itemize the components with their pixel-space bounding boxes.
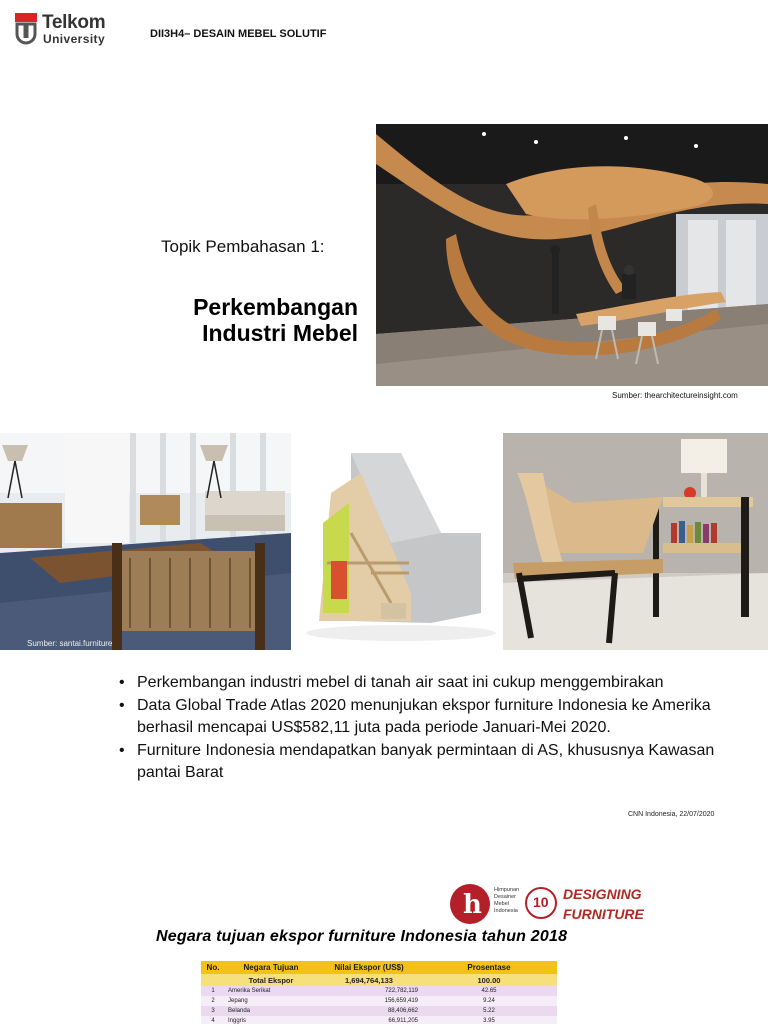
topic-label: Topik Pembahasan 1: — [161, 237, 325, 256]
bullet-list — [117, 672, 717, 785]
anniversary-badge — [525, 885, 557, 921]
row-pct: 3.95 — [421, 1016, 557, 1024]
header-no: No. — [201, 961, 225, 974]
hdmi-logo — [450, 884, 490, 924]
row-no: 1 — [201, 986, 225, 996]
row-no: 2 — [201, 996, 225, 1006]
total-label: Total Ekspor — [225, 974, 317, 986]
topic-title-line-2: Industri Mebel — [202, 320, 358, 346]
telkom-university-logo — [14, 12, 124, 48]
topic-title-line-1: Perkembangan — [193, 294, 358, 320]
topic-title — [158, 294, 358, 346]
row-no: 3 — [201, 1006, 225, 1016]
hdmi-logo-letter: h — [463, 890, 482, 920]
logo-subtitle: University — [43, 32, 106, 46]
designing-furniture-brand — [563, 884, 644, 924]
table-row — [201, 1016, 557, 1024]
table-title: Negara tujuan ekspor furniture Indonesia tahun 2018 — [156, 928, 568, 945]
row-no: 4 — [201, 1016, 225, 1024]
row-pct: 42.65 — [421, 986, 557, 996]
row-country: Inggris — [225, 1016, 317, 1024]
row-value: 722,782,119 — [317, 986, 421, 996]
total-value: 1,694,764,133 — [317, 974, 421, 986]
badge-number: 10 — [533, 894, 549, 910]
export-table — [201, 961, 557, 1024]
bullet-item: • Perkembangan industri mebel di tanah air saat ini cukup menggembirakan — [117, 672, 717, 695]
row-value: 66,911,205 — [317, 1016, 421, 1024]
table-row — [201, 1006, 557, 1016]
row-country: Amerika Serikat — [225, 986, 317, 996]
header-percentage: Prosentase — [421, 961, 557, 974]
bullet-item: • Furniture Indonesia mendapatkan banyak permintaan di AS, khususnya Kawasan pantai Barat — [117, 740, 717, 785]
bullet-item: • Data Global Trade Atlas 2020 menunjukan ekspor furniture Indonesia ke Amerika berhasil mencapai US$582,11 juta pada periode Januari-Mei 2020. — [117, 695, 717, 740]
bookshelf-chair-photo — [291, 433, 503, 650]
row-country: Belanda — [225, 1006, 317, 1016]
logo-name: Telkom — [42, 12, 106, 33]
header-value: Nilai Ekspor (US$) — [317, 961, 421, 974]
living-room-photo — [0, 433, 291, 650]
course-title: DII3H4– DESAIN MEBEL SOLUTIF — [150, 28, 327, 40]
row-value: 88,406,662 — [317, 1006, 421, 1016]
table-row — [201, 986, 557, 996]
source-citation: CNN Indonesia, 22/07/2020 — [628, 811, 715, 818]
telkom-logo-icon — [14, 12, 38, 46]
table-header-row — [201, 961, 557, 974]
row-pct: 5.22 — [421, 1006, 557, 1016]
brand-line-2: FURNITURE — [563, 906, 644, 922]
hdmi-text: Himpunan Desainer Mebel Indonesia — [494, 887, 520, 914]
living-room-photo-caption: Sumber: santai.furniture — [27, 639, 113, 648]
desk-chair-photo — [503, 433, 768, 650]
header-country: Negara Tujuan — [225, 961, 317, 974]
interior-photo-caption: Sumber: thearchitectureinsight.com — [612, 391, 738, 400]
row-country: Jepang — [225, 996, 317, 1006]
row-value: 156,659,419 — [317, 996, 421, 1006]
brand-line-1: DESIGNING — [563, 886, 642, 902]
table-row — [201, 996, 557, 1006]
row-pct: 9.24 — [421, 996, 557, 1006]
interior-photo — [376, 124, 768, 386]
total-pct: 100.00 — [421, 974, 557, 986]
total-row — [201, 974, 557, 986]
